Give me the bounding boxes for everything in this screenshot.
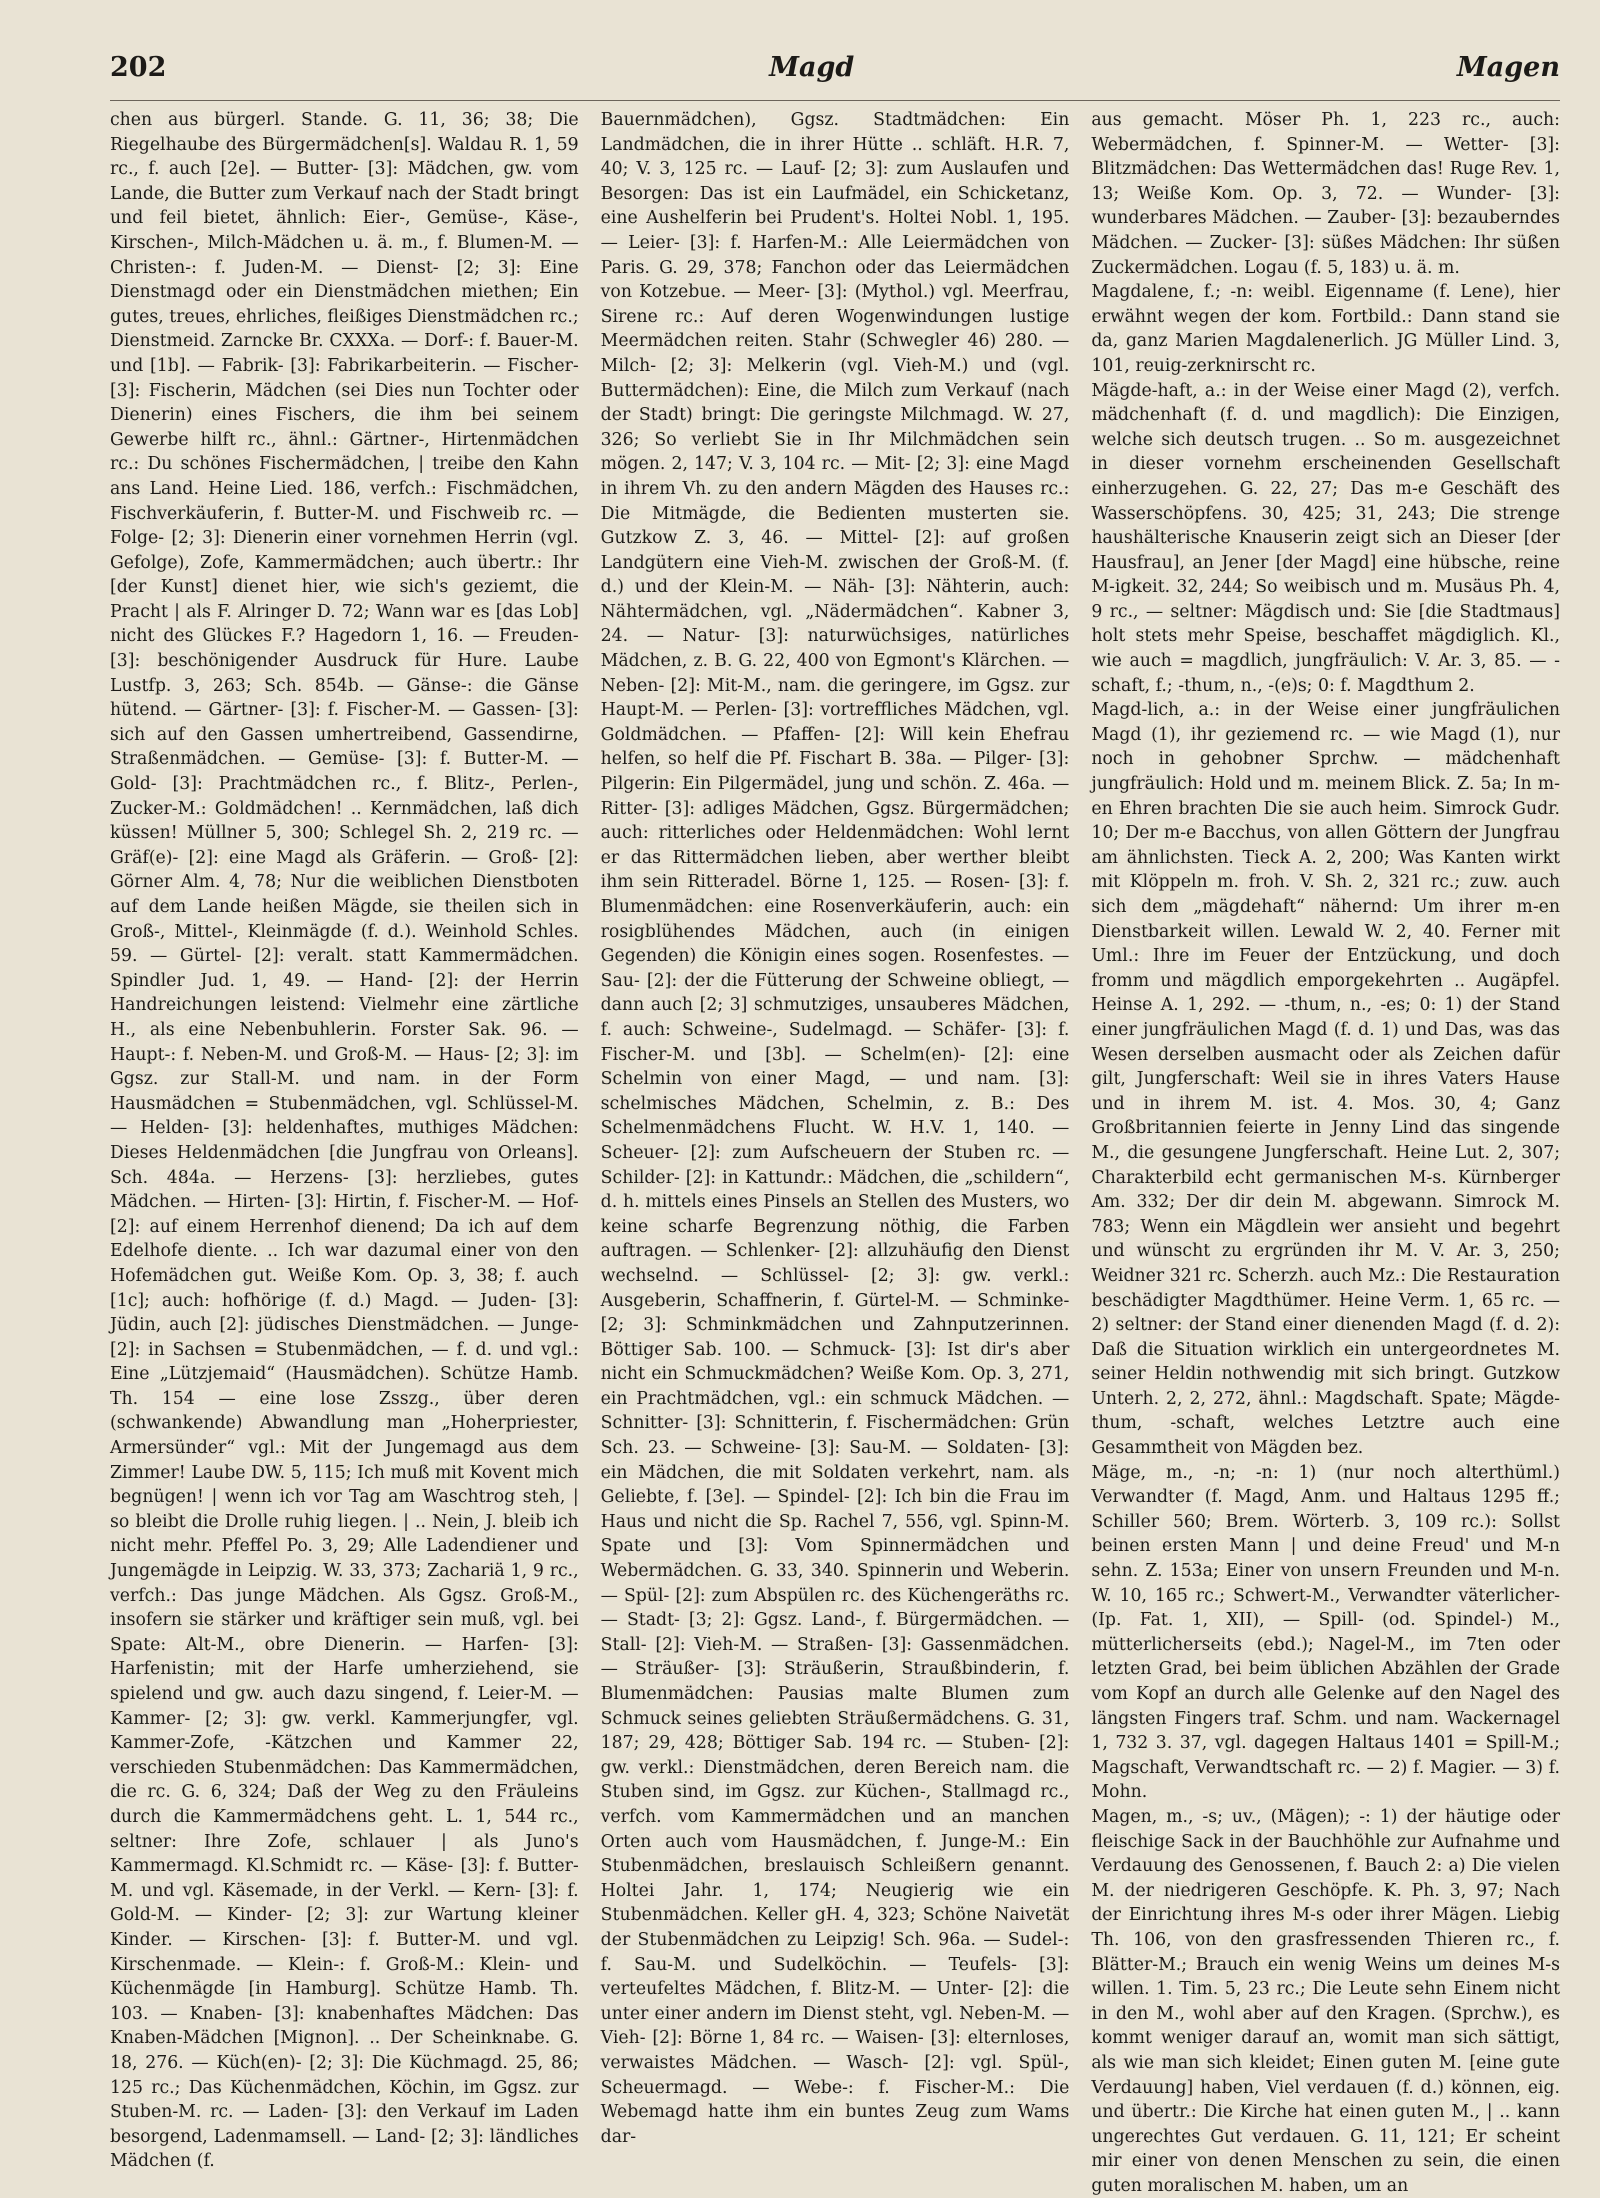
entry-magen: Magen, m., -s; uv., (Mägen); -: 1) der häutige oder fleischige Sack in der Bauchhöhle zur Aufnahme und Verdauung des Genossenen, f. Bauch 2: a) Die vielen M. der niedrigeren Geschöpfe. K. Ph. 3, 97; Nach der Einrichtung ihres M-s oder ihrer Mägen. Liebig Th. 106, von den grasfressenden Thieren rc., f. Blätter-M.; Brauch ein wenig Weins um deines M-s willen. 1. Tim. 5, 23 rc.; Die Leute sehn Einem nicht in den M., wohl aber auf den Kragen. (Sprchw.), es kommt weniger darauf an, womit man sich sättigt, als wie man sich kleidet; Einen guten M. [eine gute Verdauung] haben, Viel verdauen (f. d.) können, eig. und übertr.: Die Kirche hat einen guten M., | .. kann ungerechtes Gut verdauen. G. 11, 121; Er scheint mir einer von denen Menschen zu sein, die einen guten moralischen M. haben, um an bbox=[1091, 1806, 1561, 2196]
page-number: 202 bbox=[110, 52, 167, 83]
header-rule bbox=[110, 100, 1560, 101]
entry-magdlich: Magd-lich, a.: in der Weise einer jungfräulichen Magd (1), ihr geziemend rc. — wie Magd (1), nur noch in gehobner Sprchw. — mädchenhaft jungfräulich: Hold und m. meinem Blick. Z. 5a; In m-en Ehren brachten Die sie auch heim. Simrock Gudr. 10; Der m-e Bacchus, von allen Göttern der Jungfrau am ähnlichsten. Tieck A. 2, 200; Was Kanten wirkt mit Klöppeln m. froh. V. Sh. 2, 321 rc.; zuw. auch sich dem „mägdehaft“ nähernd: Um ihrer m-en Dienstbarkeit willen. Lewald W. 2, 40. Ferner mit Uml.: Ihre im Feuer der Entzückung, und doch fromm und mägdlich emporgekehrten .. Augäpfel. Heinse A. 1, 292. — -thum, n., -es; 0: 1) der Stand einer jungfräulichen Magd (f. d. 1) und Das, was das Wesen derselben ausmacht oder als Zeichen dafür gilt, Jungferschaft: Weil sie in ihres Vaters Hause und in ihrem M. ist. 4. Mos. 30, 4; Ganz Großbritannien feierte in Jenny Lind das singende M., die gesungene Jungferschaft. Heine Lut. 2, 307; Charakterbild echt germanischen M-s. Kürnberger Am. 332; Der dir dein M. abgewann. Simrock M. 783; Wenn ein Mägdlein wer ansieht und begehrt und wünscht zu ergründen ihr M. V. Ar. 3, 250; Weidner 321 rc. Scherzh. auch Mz.: Die Restauration beschädigter Magdthümer. Heine Verm. 1, 65 rc. — 2) seltner: der Stand einer dienenden Magd (f. d. 2): Daß die Situation wirklich ein untergeordnetes M. seiner Heldin nothwendig mit sich bringt. Gutzkow Unterh. 2, 2, 272, ähnl.: Magdschaft. Spate; Mägde-thum, -schaft, welches Letztre auch eine Gesammtheit von Mägden bez. bbox=[1091, 700, 1561, 1459]
column-left bbox=[110, 108, 579, 2172]
column-middle-paragraph: Bauernmädchen), Ggsz. Stadtmädchen: Ein Landmädchen, die in ihrer Hütte .. schläft. H.R. 7, 40; V. 3, 125 rc. — Lauf- [2; 3]: zum Auslaufen und Besorgen: Das ist ein Laufmädel, ein Schicketanz, eine Aushelferin bei Prudent's. Holtei Nobl. 1, 195. — Leier- [3]: f. Harfen-M.: Alle Leiermädchen von Paris. G. 29, 378; Fanchon oder das Leiermädchen von Kotzebue. — Meer- [3]: (Mythol.) vgl. Meerfrau, Sirene rc.: Auf deren Wogenwindungen lustige Meermädchen reiten. Stahr (Schwegler 46) 280. — Milch- [2; 3]: Melkerin (vgl. Vieh-M.) und (vgl. Buttermädchen): Eine, die Milch zum Verkauf (nach der Stadt) bringt: Die geringste Milchmagd. W. 27, 326; So verliebt Sie in Ihr Milchmädchen sein mögen. 2, 147; V. 3, 104 rc. — Mit- [2; 3]: eine Magd in ihrem Vh. zu den andern Mägden des Hauses rc.: Die Mitmägde, die Bedienten musterten sie. Gutzkow Z. 3, 46. — Mittel- [2]: auf großen Landgütern eine Vieh-M. zwischen der Groß-M. (f. d.) und der Klein-M. — Näh- [3]: Nähterin, auch: Nähtermädchen, vgl. „Nädermädchen“. Kabner 3, 24. — Natur- [3]: naturwüchsiges, natürliches Mädchen, z. B. G. 22, 400 von Egmont's Klärchen. — Neben- [2]: Mit-M., nam. die geringere, im Ggsz. zur Haupt-M. — Perlen- [3]: vortreffliches Mädchen, vgl. Goldmädchen. — Pfaffen- [2]: Will kein Ehefrau helfen, so helf die Pf. Fischart B. 38a. — Pilger- [3]: Pilgerin: Ein Pilgermädel, jung und schön. Z. 46a. — Ritter- [3]: adliges Mädchen, Ggsz. Bürgermädchen; auch: ritterliches oder Heldenmädchen: Wohl lernt er das Rittermädchen lieben, aber werther bleibt ihm sein Ritteradel. Börne 1, 125. — Rosen- [3]: f. Blumenmädchen: eine Rosenverkäuferin, auch: ein rosigblühendes Mädchen, auch (in einigen Gegenden) die Königin eines sogen. Rosenfestes. — Sau- [2]: der die Fütterung der Schweine obliegt, — dann auch [2; 3] schmutziges, unsauberes Mädchen, f. auch: Schweine-, Sudelmagd. — Schäfer- [3]: f. Fischer-M. und [3b]. — Schelm(en)- [2]: eine Schelmin von einer Magd, — und nam. [3]: schelmisches Mädchen, Schelmin, z. B.: Des Schelmenmädchens Flucht. W. H.V. 1, 140. — Scheuer- [2]: zum Aufscheuern der Stuben rc. — Schilder- [2]: in Kattundr.: Mädchen, die „schildern“, d. h. mittels eines Pinsels an Stellen des Musters, wo keine scharfe Begrenzung nöthig, die Farben auftragen. — Schlenker- [2]: allzuhäufig den Dienst wechselnd. — Schlüssel- [2; 3]: gw. verkl.: Ausgeberin, Schaffnerin, f. Gürtel-M. — Schminke- [2; 3]: Schminkmädchen und Zahnputzerinnen. Böttiger Sab. 100. — Schmuck- [3]: Ist dir's aber nicht ein Schmuckmädchen? Weiße Kom. Op. 3, 271, ein Prachtmädchen, vgl.: ein schmuck Mädchen. — Schnitter- [3]: Schnitterin, f. Fischermädchen: Grün Sch. 23. — Schweine- [3]: Sau-M. — Soldaten- [3]: ein Mädchen, die mit Soldaten verkehrt, nam. als Geliebte, f. [3e]. — Spindel- [2]: Ich bin die Frau im Haus und nicht die Sp. Rachel 7, 556, vgl. Spinn-M. Spate und [3]: Vom Spinnermädchen und Webermädchen. G. 33, 340. Spinnerin und Weberin. — Spül- [2]: zum Abspülen rc. des Küchengeräths rc. — Stadt- [3; 2]: Ggsz. Land-, f. Bürgermädchen. — Stall- [2]: Vieh-M. — Straßen- [3]: Gassenmädchen. — Sträußer- [3]: Sträußerin, Straußbinderin, f. Blumenmädchen: Pausias malte Blumen zum Schmuck seines geliebten Sträußermädchens. G. 31, 187; 29, 428; Böttiger Sab. 194 rc. — Stuben- [2]: gw. verkl.: Dienstmädchen, deren Bereich nam. die Stuben sind, im Ggsz. zur Küchen-, Stallmagd rc., verfch. vom Kammermädchen und an manchen Orten auch vom Hausmädchen, f. Junge-M.: Ein Stubenmädchen, breslauisch Schleißern genannt. Holtei Jahr. 1, 174; Neugierig wie ein Stubenmädchen. Keller gH. 4, 323; Schöne Naivetät der Stubenmädchen zu Leipzig! Sch. 96a. — Sudel-: f. Sau-M. und Sudelköchin. — Teufels- [3]: verteufeltes Mädchen, f. Blitz-M. — Unter- [2]: die unter einer andern im Dienst steht, vgl. Neben-M. — Vieh- [2]: Börne 1, 84 rc. — Waisen- [3]: elternloses, verwaistes Mädchen. — Wasch- [2]: vgl. Spül-, Scheuermagd. — Webe-: f. Fischer-M.: Die Webemagd hatte ihm ein buntes Zeug zum Wams dar- bbox=[600, 110, 1070, 2147]
entry-maegdchen-compounds-end: aus gemacht. Möser Ph. 1, 223 rc., auch: Webermädchen, f. Spinner-M. — Wetter- [3]: Blitzmädchen: Das Wettermädchen das! Ruge Rev. 1, 13; Weiße Kom. Op. 3, 72. — Wunder- [3]: wunderbares Mädchen. — Zauber- [3]: bezauberndes Mädchen. — Zucker- [3]: süßes Mädchen: Ihr süßen Zuckermädchen. Logau (f. 5, 183) u. ä. m. bbox=[1091, 110, 1561, 278]
text-columns bbox=[110, 108, 1561, 2196]
column-right bbox=[1091, 108, 1561, 2196]
column-middle bbox=[600, 108, 1070, 2147]
entry-maege: Mäge, m., -n; -n: 1) (nur noch alterthüml.) Verwandter (f. Magd, Anm. und Haltaus 1295 ff.; Schiller 560; Brem. Wörterb. 3, 109 rc.): Sollst beinen ersten Mann | und deine Freud' und M-n sehn. Z. 153a; Einer von unsern Freunden und M-n. W. 10, 165 rc.; Schwert-M., Verwandter väterlicher- (Ip. Fat. 1, XII), — Spill- (od. Spindel-) M., mütterlicherseits (ebd.); Nagel-M., im 7ten oder letzten Grad, bei beim üblichen Abzählen der Grade vom Kopf an durch alle Gelenke auf den Nagel des längsten Fingers traf. Schm. und nam. Wackernagel 1, 732 3. 37, vgl. dagegen Haltaus 1401 = Spill-M.; Magschaft, Verwandtschaft rc. — 2) f. Magier. — 3) f. Mohn. bbox=[1091, 1462, 1561, 1803]
running-head-right: Magen bbox=[1456, 52, 1560, 83]
running-head-center: Magd bbox=[769, 52, 855, 83]
page-header bbox=[110, 52, 1560, 92]
entry-maegdehaft: Mägde-haft, a.: in der Weise einer Magd (2), verfch. mädchenhaft (f. d. und magdlich): Die Einzigen, welche sich deutsch trugen. .. So m. ausgezeichnet in dieser vornehm erscheinenden Gesellschaft einherzugehen. G. 22, 27; Das m-e Geschäft des Wasserschöpfens. 30, 425; 31, 243; Die strenge haushälterische Knauserin zeigt sich an Dieser [der Hausfrau], an Jener [der Magd] eine hübsche, reine M-igkeit. 32, 244; So weibisch und m. Musäus Ph. 4, 9 rc., — seltner: Mägdisch und: Sie [die Stadtmaus] holt stets mehr Speise, beschaffet mägdiglich. Kl., wie auch = magdlich, jungfräulich: V. Ar. 3, 85. — -schaft, f.; -thum, n., -(e)s; 0: f. Magdthum 2. bbox=[1091, 380, 1561, 696]
column-left-paragraph: chen aus bürgerl. Stande. G. 11, 36; 38; Die Riegelhaube des Bürgermädchen[s]. Waldau R. 1, 59 rc., f. auch [2e]. — Butter- [3]: Mädchen, gw. vom Lande, die Butter zum Verkauf nach der Stadt bringt und feil bietet, ähnlich: Eier-, Gemüse-, Käse-, Kirschen-, Milch-Mädchen u. ä. m., f. Blumen-M. — Christen-: f. Juden-M. — Dienst- [2; 3]: Eine Dienstmagd oder ein Dienstmädchen miethen; Ein gutes, treues, ehrliches, fleißiges Dienstmädchen rc.; Dienstmeid. Zarncke Br. CXXXa. — Dorf-: f. Bauer-M. und [1b]. — Fabrik- [3]: Fabrikarbeiterin. — Fischer- [3]: Fischerin, Mädchen (sei Dies nun Tochter oder Dienerin) eines Fischers, die ihm bei seinem Gewerbe hilft rc., ähnl.: Gärtner-, Hirtenmädchen rc.: Du schönes Fischermädchen, | treibe den Kahn ans Land. Heine Lied. 186, verfch.: Fischmädchen, Fischverkäuferin, f. Butter-M. und Fischweib rc. — Folge- [2; 3]: Dienerin einer vornehmen Herrin (vgl. Gefolge), Zofe, Kammermädchen; auch übertr.: Ihr [der Kunst] dienet hier, wie sich's geziemt, die Pracht | als F. Alringer D. 72; Wann war es [das Lob] nicht des Glückes F.? Hagedorn 1, 16. — Freuden- [3]: beschönigender Ausdruck für Hure. Laube Lustfp. 3, 263; Sch. 854b. — Gänse-: die Gänse hütend. — Gärtner- [3]: f. Fischer-M. — Gassen- [3]: sich auf den Gassen umhertreibend, Gassendirne, Straßenmädchen. — Gemüse- [3]: f. Butter-M. — Gold- [3]: Prachtmädchen rc., f. Blitz-, Perlen-, Zucker-M.: Goldmädchen! .. Kernmädchen, laß dich küssen! Müllner 5, 300; Schlegel Sh. 2, 219 rc. — Gräf(e)- [2]: eine Magd als Gräferin. — Groß- [2]: Görner Alm. 4, 78; Nur die weiblichen Dienstboten auf dem Lande heißen Mägde, sie theilen sich in Groß-, Mittel-, Kleinmägde (f. d.). Weinhold Schles. 59. — Gürtel- [2]: veralt. statt Kammermädchen. Spindler Jud. 1, 49. — Hand- [2]: der Herrin Handreichungen leistend: Vielmehr eine zärtliche H., als eine Nebenbuhlerin. Forster Sak. 96. — Haupt-: f. Neben-M. und Groß-M. — Haus- [2; 3]: im Ggsz. zur Stall-M. und nam. in der Form Hausmädchen = Stubenmädchen, vgl. Schlüssel-M. — Helden- [3]: heldenhaftes, muthiges Mädchen: Dieses Heldenmädchen [die Jungfrau von Orleans]. Sch. 484a. — Herzens- [3]: herzliebes, gutes Mädchen. — Hirten- [3]: Hirtin, f. Fischer-M. — Hof- [2]: auf einem Herrenhof dienend; Da ich auf dem Edelhofe diente. .. Ich war dazumal einer von den Hofemädchen gut. Weiße Kom. Op. 3, 38; f. auch [1c]; auch: hofhörige (f. d.) Magd. — Juden- [3]: Jüdin, auch [2]: jüdisches Dienstmädchen. — Junge- [2]: in Sachsen = Stubenmädchen, — f. d. und vgl.: Eine „Lützjemaid“ (Hausmädchen). Schütze Hamb. Th. 154 — eine lose Zsszg., über deren (schwankende) Abwandlung man „Hoherpriester, Armersünder“ vgl.: Mit der Jungemagd aus dem Zimmer! Laube DW. 5, 115; Ich muß mit Kovent mich begnügen! | wenn ich vor Tag am Waschtrog steh, | so bleibt die Drolle ruhig liegen. | .. Nein, J. bleib ich nicht mehr. Pfeffel Po. 3, 29; Alle Ladendiener und Jungemägde in Leipzig. W. 33, 373; Zachariä 1, 9 rc., verfch.: Das junge Mädchen. Als Ggsz. Groß-M., insofern sie stärker und kräftiger sein muß, vgl. bei Spate: Alt-M., obre Dienerin. — Harfen- [3]: Harfenistin; mit der Harfe umherziehend, sie spielend und gw. auch dazu singend, f. Leier-M. — Kammer- [2; 3]: gw. verkl. Kammerjungfer, vgl. Kammer-Zofe, -Kätzchen und Kammer 22, verschieden Stubenmädchen: Das Kammermädchen, die rc. G. 6, 324; Daß der Weg zu den Fräuleins durch die Kammermädchens geht. L. 1, 544 rc., seltner: Ihre Zofe, schlauer | als Juno's Kammermagd. Kl.Schmidt rc. — Käse- [3]: f. Butter-M. und vgl. Käsemade, in der Verkl. — Kern- [3]: f. Gold-M. — Kinder- [2; 3]: zur Wartung kleiner Kinder. — Kirschen- [3]: f. Butter-M. und vgl. Kirschenmade. — Klein-: f. Groß-M.: Klein- und Küchenmägde [in Hamburg]. Schütze Hamb. Th. 103. — Knaben- [3]: knabenhaftes Mädchen: Das Knaben-Mädchen [Mignon]. .. Der Scheinknabe. G. 18, 276. — Küch(en)- [2; 3]: Die Küchmagd. 25, 86; 125 rc.; Das Küchenmädchen, Köchin, im Ggsz. zur Stuben-M. rc. — Laden- [3]: den Verkauf im Laden besorgend, Ladenmamsell. — Land- [2; 3]: ländliches Mädchen (f. bbox=[110, 110, 579, 2172]
entry-magdalene: Magdalene, f.; -n: weibl. Eigenname (f. Lene), hier erwähnt wegen der kom. Fortbild.: Dann stand sie da, ganz Marien Magdalenerlich. JG Müller Lind. 3, 101, reuig-zerknirscht rc. bbox=[1091, 282, 1561, 376]
